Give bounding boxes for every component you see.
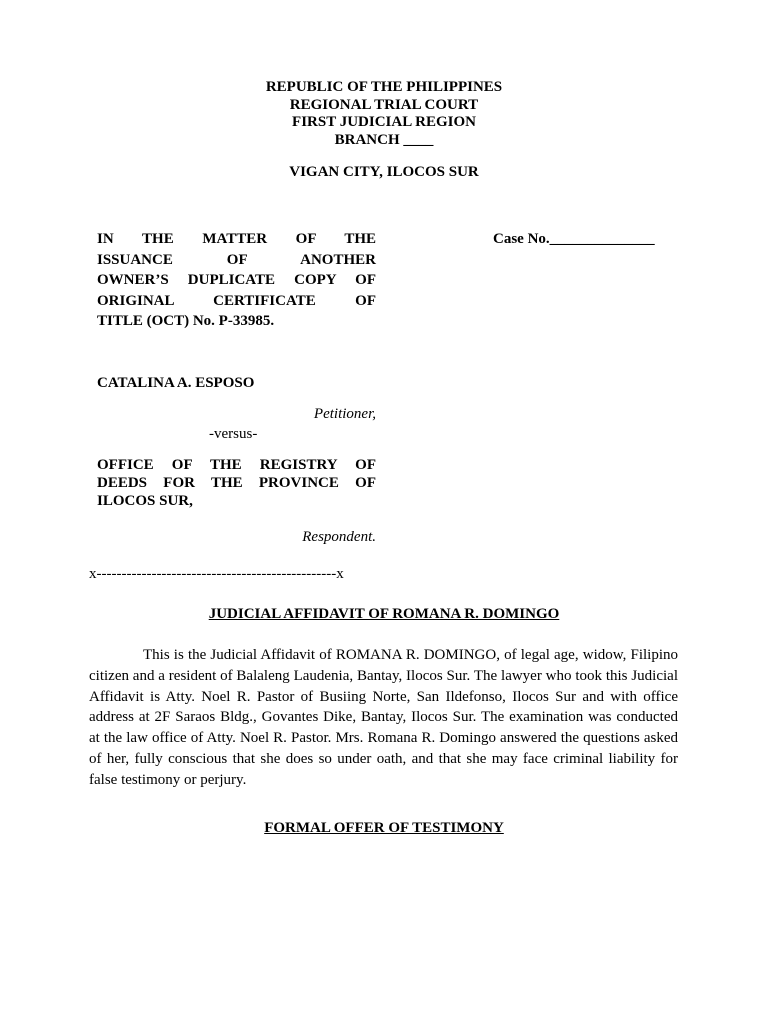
- respondent-role: Respondent.: [302, 529, 376, 545]
- matter-line: ISSUANCE OF ANOTHER: [97, 251, 376, 268]
- matter-line: TITLE (OCT) No. P-33985.: [97, 313, 275, 329]
- respondent-line: ILOCOS SUR,: [97, 493, 193, 509]
- petitioner-name: CATALINA A. ESPOSO: [97, 375, 255, 391]
- versus-label: -versus-: [209, 426, 258, 442]
- matter-line: ORIGINAL CERTIFICATE OF: [97, 292, 376, 309]
- respondent-line: DEEDS FOR THE PROVINCE OF: [97, 475, 376, 491]
- respondent-line: OFFICE OF THE REGISTRY OF: [97, 457, 376, 473]
- header-region: FIRST JUDICIAL REGION: [292, 114, 476, 130]
- header-city: VIGAN CITY, ILOCOS SUR: [289, 164, 479, 180]
- header-republic: REPUBLIC OF THE PHILIPPINES: [265, 79, 503, 95]
- respondent-caption: [97, 456, 376, 510]
- court-header: [0, 79, 768, 149]
- section-heading: FORMAL OFFER OF TESTIMONY: [264, 820, 504, 836]
- caption-separator: x------------------------------------------------x: [89, 566, 344, 582]
- matter-caption: [97, 229, 376, 332]
- affidavit-title: JUDICIAL AFFIDAVIT OF ROMANA R. DOMINGO: [208, 606, 560, 622]
- matter-line: OWNER’S DUPLICATE COPY OF: [97, 272, 376, 288]
- intro-paragraph: This is the Judicial Affidavit of ROMANA R. DOMINGO, of legal age, widow, Filipino citizen and a resident of Balaleng Laudenia, Bantay, Ilocos Sur. The lawyer who took this Judicial Affidavit is Atty. Noel R. Pastor of Busiing Norte, San Ildefonso, Ilocos Sur and with office address at 2F Saraos Bldg., Govantes Dike, Bantay, Ilocos Sur. The examination was conducted at the law office of Atty. Noel R. Pastor. Mrs. Romana R. Domingo answered the questions asked of her, fully conscious that she does so under oath, and that she may face criminal liability for false testimony or perjury.: [89, 647, 678, 788]
- header-branch: BRANCH ____: [334, 131, 434, 148]
- matter-line: IN THE MATTER OF THE: [97, 231, 376, 247]
- case-number: Case No.______________: [493, 231, 655, 247]
- header-court: REGIONAL TRIAL COURT: [289, 96, 479, 113]
- petitioner-role: Petitioner,: [313, 406, 376, 422]
